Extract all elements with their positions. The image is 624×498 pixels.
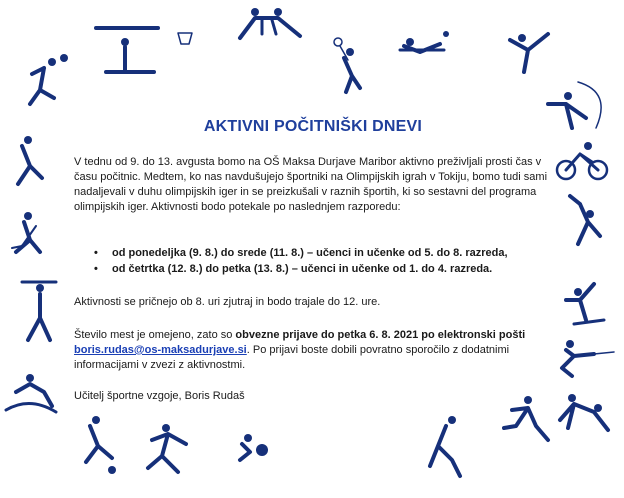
signature: Učitelj športne vzgoje, Boris Rudaš [74,390,245,402]
email-link[interactable]: boris.rudas@os-maksadurjave.si [74,344,247,356]
schedule-item: • od četrtka (12. 8.) do petka (13. 8.) – učenci in učenke od 1. do 4. razreda. [74,261,552,277]
fencing-icon [562,340,614,376]
limited-text: Število mest je omejeno, zato so [74,329,236,341]
skateboarding-icon [566,284,604,324]
badminton-icon [334,38,360,92]
schedule-item: • od ponedeljka (9. 8.) do srede (11. 8.) – učenci in učenke od 5. do 8. razreda, [74,245,552,261]
time-paragraph: Aktivnosti se pričnejo ob 8. uri zjutraj in bodo trajale do 12. ure. [74,296,381,308]
karate-icon [510,34,548,72]
intro-paragraph: V tednu od 9. do 13. avgusta bomo na OŠ Maksa Durjave Maribor aktivno preživljali prosti čas v času počitnic. Medtem, ko nas navdušujejo športniki na Olimpijskih igrah v Tokiju, bomo tudi sami nadaljevali v duhu olimpijskih iger in se preizkušali v raznih športih, ki so sestavni del programa olimpijskih iger. Aktivnosti bodo potekale po naslednjem razporedu: [74,156,548,213]
shooting-icon [18,136,42,184]
schedule-list [74,245,552,277]
judo-icon [560,394,608,430]
basketball-icon [178,33,192,44]
rhythmic-gymnastics-icon [548,82,601,128]
handball-icon [30,54,68,104]
boxing-icon [240,434,268,460]
football-icon [86,416,116,474]
wrestling-icon [240,8,300,38]
hockey-icon [12,212,40,252]
surfing-icon [6,374,56,412]
balance-beam-icon [96,28,158,72]
table-tennis-icon [400,31,449,52]
climbing-icon [570,196,600,244]
registration-paragraph [74,328,552,373]
cycling-icon [557,142,607,179]
page-title: AKTIVNI POČITNIŠKI DNEVI [203,118,423,135]
sprint-icon [430,416,460,476]
judo-icon [148,424,186,472]
weightlifting-icon [22,282,56,340]
registration-bold: obvezne prijave do petka 6. 8. 2021 po elektronski pošti [235,329,526,341]
after-email-text: . Po prijavi boste dobili povratno sporočilo z dodatnimi informacijami v zvezi z aktivnostmi. [74,344,510,371]
